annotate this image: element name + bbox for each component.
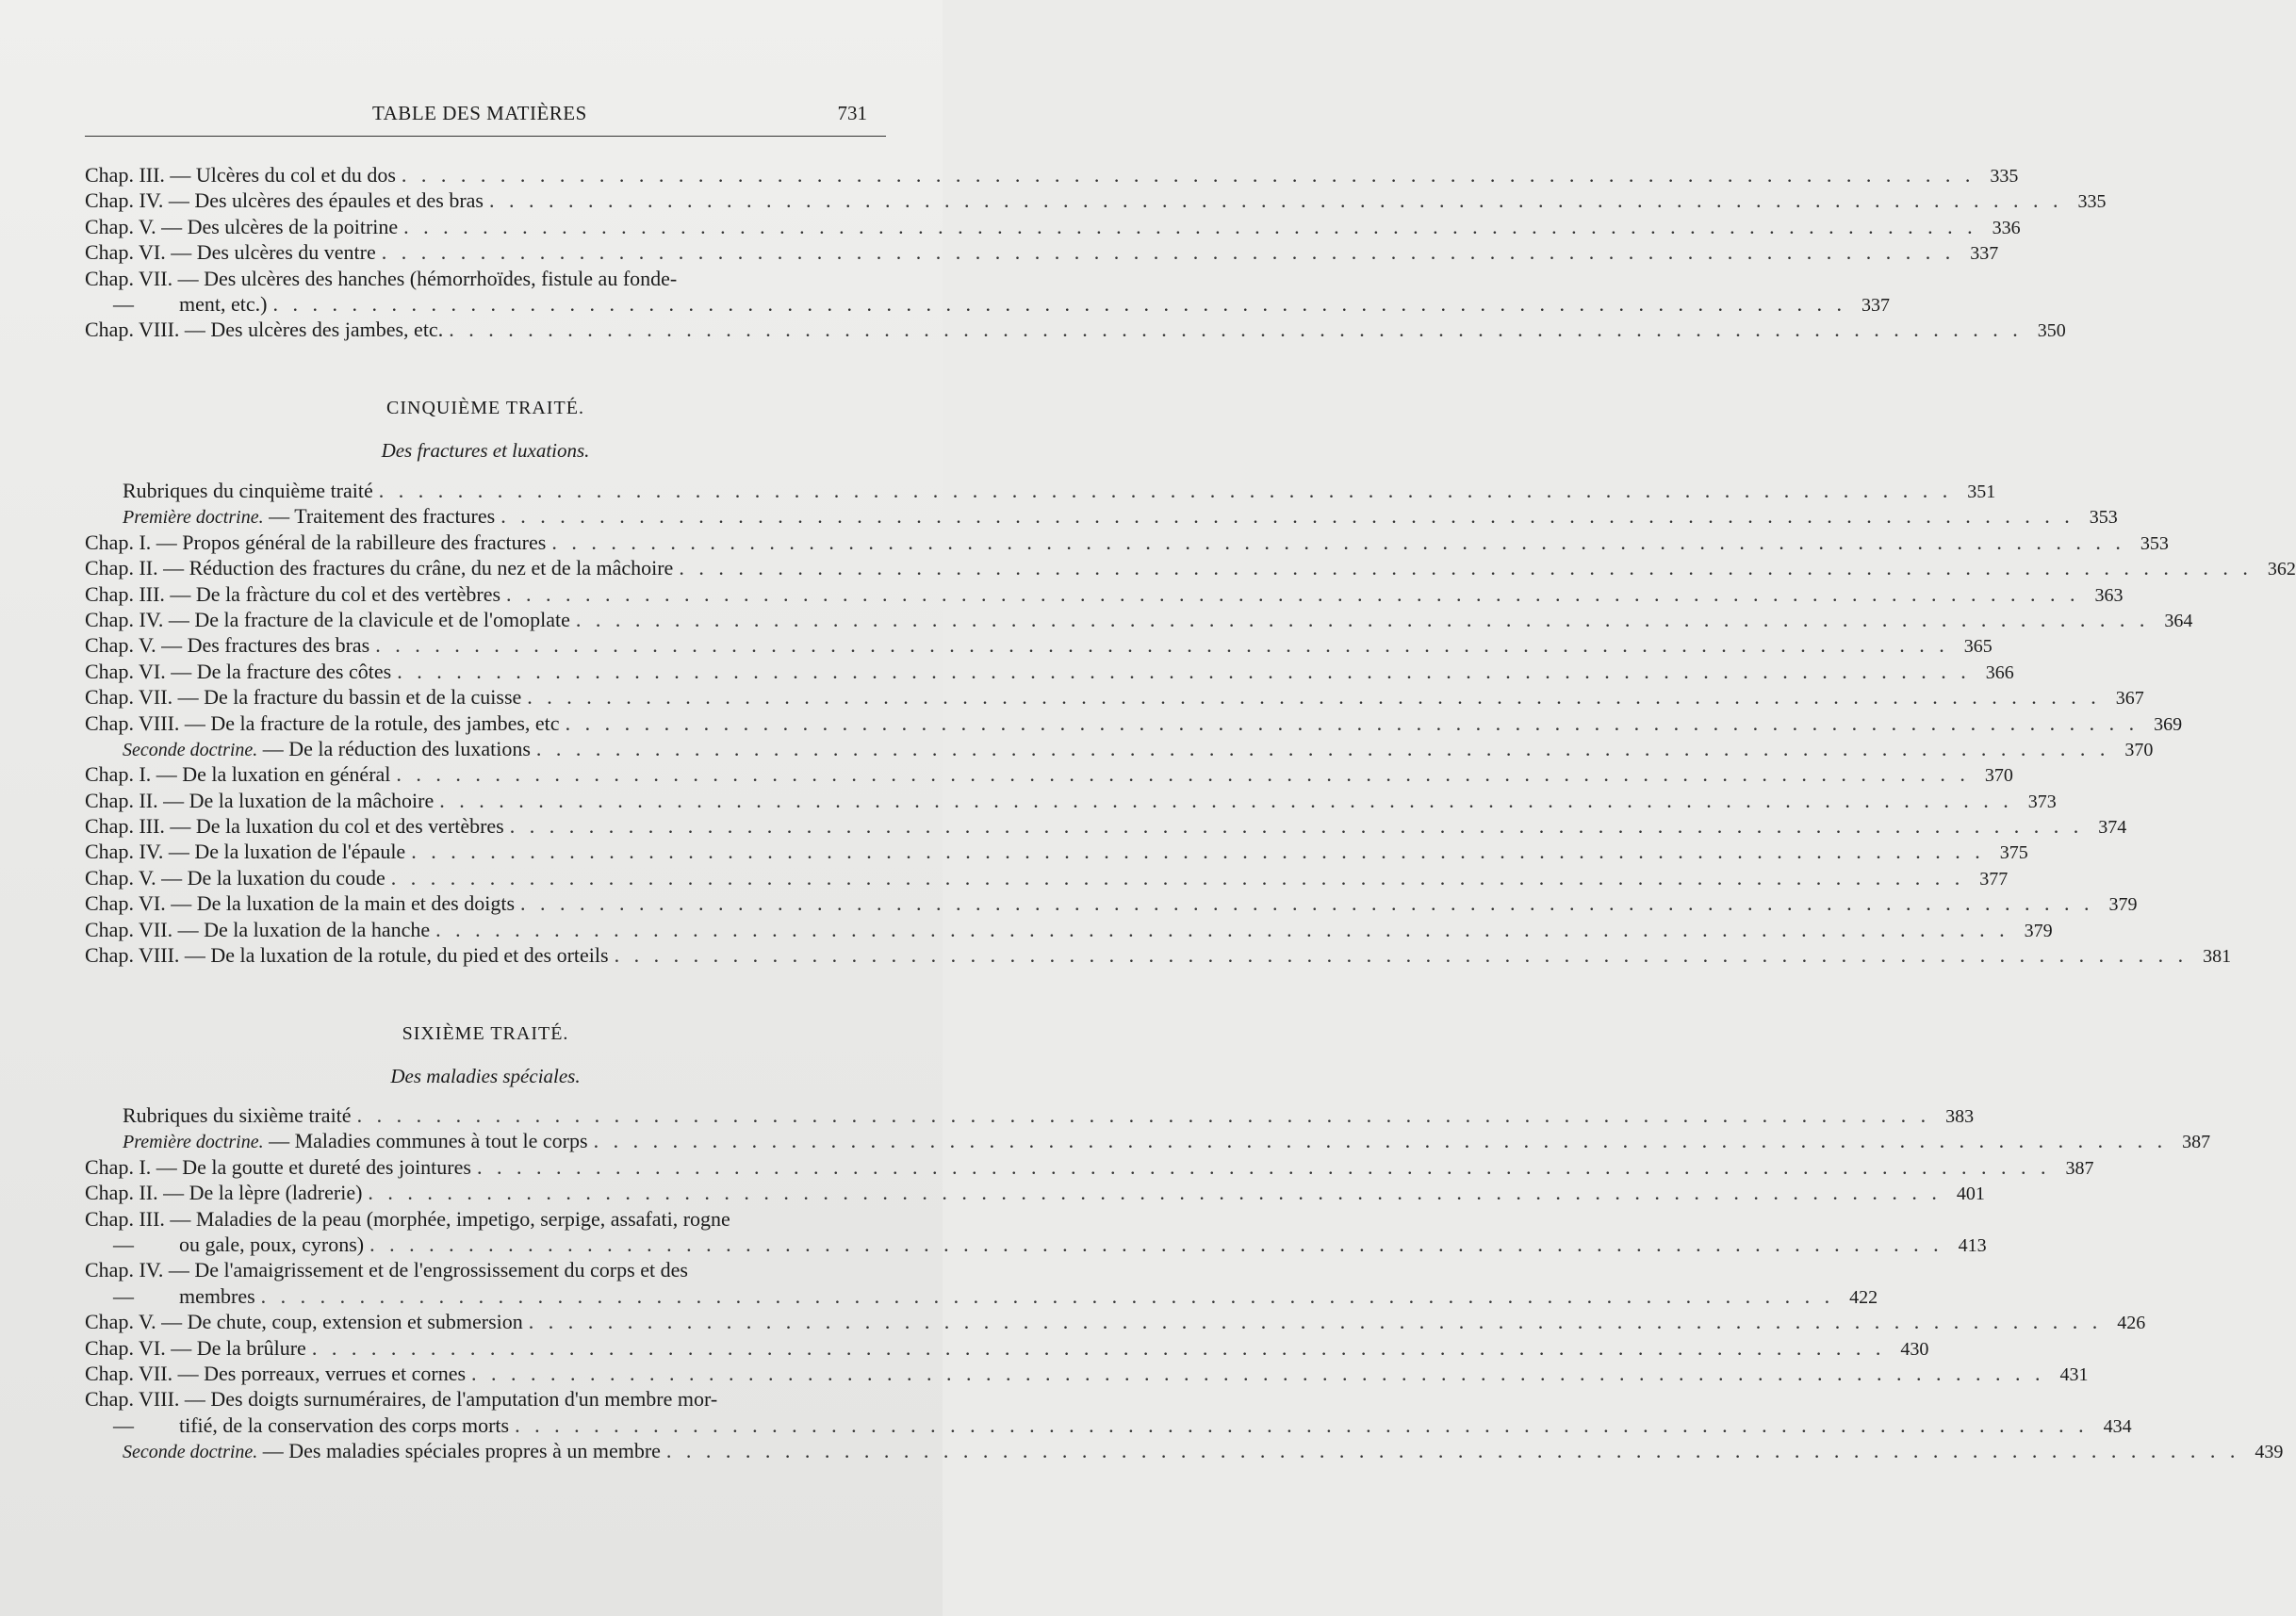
continuation-dash: —: [113, 1283, 134, 1308]
dot-leader: . . . . . . . . . . . . . . . . . . . . . . . . . . . . . . . . . . . . . . . . . . . . . . . . . . . . . . . . . . . . . . . . . . . . . . . . . . . . . . . .: [356, 1103, 1931, 1127]
toc-entry: [85, 555, 2296, 580]
dot-leader: . . . . . . . . . . . . . . . . . . . . . . . . . . . . . . . . . . . . . . . . . . . . . . . . . . . . . . . . . . . . . . . . . . . . . . . . . . . . . . . .: [509, 814, 2084, 839]
toc-entry: [85, 917, 2053, 942]
toc-entry-title: Chap. VII. — De la fracture du bassin et de la cuisse: [85, 685, 522, 710]
toc-page-number: 434: [2103, 1415, 2132, 1437]
toc-page-number: 351: [1967, 482, 1996, 502]
toc-page-number: 353: [2089, 507, 2118, 529]
dot-leader: . . . . . . . . . . . . . . . . . . . . . . . . . . . . . . . . . . . . . . . . . . . . . . . . . . . . . . . . . . . . . . . . . . . . . . . . . . . . . . . .: [506, 581, 2080, 606]
toc-entry: [85, 813, 2127, 839]
toc-entry-title: [123, 1438, 661, 1465]
toc-entry-title: Chap. IV. — Des ulcères des épaules et des bras: [85, 188, 484, 213]
dot-leader: . . . . . . . . . . . . . . . . . . . . . . . . . . . . . . . . . . . . . . . . . . . . . . . . . . . . . . . . . . . . . . . . . . . . . . . . . . . . . . . .: [381, 240, 1956, 265]
dot-leader: . . . . . . . . . . . . . . . . . . . . . . . . . . . . . . . . . . . . . . . . . . . . . . . . . . . . . . . . . . . . . . . . . . . . . . . . . . . . . . . .: [439, 788, 2013, 812]
toc-entry-title: Chap. III. — Ulcères du col et du dos: [85, 163, 396, 187]
toc-page-number: 350: [2037, 320, 2066, 342]
page-number: 731: [837, 102, 867, 124]
toc-entry: [85, 1386, 886, 1412]
continuation-dash: —: [113, 291, 134, 316]
dot-leader: . . . . . . . . . . . . . . . . . . . . . . . . . . . . . . . . . . . . . . . . . . . . . . . . . . . . . . . . . . . . . . . . . . . . . . . . . . . . . . . .: [551, 530, 2125, 554]
toc-entry: [85, 839, 2028, 864]
toc-entry-title: ment, etc.): [179, 291, 268, 316]
toc-entry: [85, 1438, 2284, 1463]
toc-entry-title: Chap. II. — De la luxation de la mâchoire: [85, 788, 435, 812]
continuation-dash: —: [113, 1412, 134, 1437]
toc-entry-title: Chap. IV. — De la fracture de la clavicule et de l'omoplate: [85, 607, 570, 631]
section-subtitle-cinquieme: Des fractures et luxations.: [381, 439, 590, 462]
page-header: [85, 94, 886, 132]
toc-entry: [85, 865, 2009, 890]
toc-entry: [85, 1257, 886, 1282]
dot-leader: . . . . . . . . . . . . . . . . . . . . . . . . . . . . . . . . . . . . . . . . . . . . . . . . . . . . . . . . . . . . . . . . . . . . . . . . . . . . . . . .: [375, 633, 1949, 658]
toc-entry-title: Chap. II. — Réduction des fractures du crâne, du nez et de la mâchoire: [85, 556, 674, 580]
toc-page-number: 383: [1945, 1106, 1975, 1127]
toc-page-number: 387: [2065, 1157, 2094, 1179]
dot-leader: . . . . . . . . . . . . . . . . . . . . . . . . . . . . . . . . . . . . . . . . . . . . . . . . . . . . . . . . . . . . . . . . . . . . . . . . . . . . . . . .: [520, 891, 2094, 916]
toc-entry: [85, 1180, 1985, 1205]
toc-block-ulceres: [85, 162, 2107, 343]
toc-entry: [85, 530, 2169, 555]
toc-entry-title: Chap. V. — De chute, coup, extension et submersion: [85, 1310, 523, 1334]
toc-entry-title: Chap. II. — De la lèpre (ladrerie): [85, 1181, 363, 1205]
dot-leader: . . . . . . . . . . . . . . . . . . . . . . . . . . . . . . . . . . . . . . . . . . . . . . . . . . . . . . . . . . . . . . . . . . . . . . . . . . . . . . . .: [403, 214, 1977, 238]
dot-leader: . . . . . . . . . . . . . . . . . . . . . . . . . . . . . . . . . . . . . . . . . . . . . . . . . . . . . . . . . . . . . . . . . . . . . . . . . . . . . . . .: [401, 163, 1976, 187]
toc-page-number: 335: [2077, 191, 2107, 213]
doctrine-title: — Maladies communes à tout le corps: [263, 1129, 588, 1153]
toc-entry-title: Chap. VIII. — Des ulcères des jambes, etc.: [85, 318, 444, 342]
toc-page-number: 369: [2154, 713, 2183, 735]
toc-entry: [85, 659, 2014, 684]
dot-leader: . . . . . . . . . . . . . . . . . . . . . . . . . . . . . . . . . . . . . . . . . . . . . . . . . . . . . . . . . . . . . . . . . . . . . . . . . . . . . . . .: [665, 1439, 2240, 1463]
toc-page-number: 373: [2027, 791, 2057, 812]
toc-entry: [85, 1412, 2132, 1438]
toc-entry: [85, 632, 1993, 658]
toc-page-number: 366: [1985, 661, 2014, 683]
toc-entry: [85, 1361, 2089, 1386]
dot-leader: . . . . . . . . . . . . . . . . . . . . . . . . . . . . . . . . . . . . . . . . . . . . . . . . . . . . . . . . . . . . . . . . . . . . . . . . . . . . . . . .: [369, 1232, 1943, 1256]
toc-entry: [85, 890, 2138, 916]
dot-leader: . . . . . . . . . . . . . . . . . . . . . . . . . . . . . . . . . . . . . . . . . . . . . . . . . . . . . . . . . . . . . . . . . . . . . . . . . . . . . . . .: [435, 917, 2009, 941]
toc-entry-title: Chap. V. — Des fractures des bras: [85, 633, 370, 658]
doctrine-title: — De la réduction des luxations: [257, 736, 531, 760]
toc-block-maladies: [85, 1102, 2284, 1463]
toc-entry: [85, 214, 2021, 239]
toc-entry-title: Chap. VI. — De la brûlure: [85, 1335, 306, 1360]
section-title-cinquieme: CINQUIÈME TRAITÉ.: [386, 398, 584, 418]
toc-entry-title: Chap. VII. — Des ulcères des hanches (hémorrhoïdes, fistule au fonde-: [85, 266, 678, 290]
toc-entry: [85, 684, 2144, 710]
toc-page-number: 374: [2098, 817, 2127, 839]
toc-page-number: 387: [2182, 1132, 2211, 1153]
doctrine-label: Seconde doctrine.: [123, 1442, 258, 1463]
toc-page-number: 363: [2094, 584, 2124, 606]
toc-page-number: 422: [1849, 1286, 1878, 1308]
toc-page-number: 362: [2267, 559, 2296, 580]
toc-entry-title: Chap. VIII. — Des doigts surnuméraires, de l'amputation d'un membre mor-: [85, 1387, 718, 1412]
toc-entry-title: Chap. IV. — De la luxation de l'épaule: [85, 840, 406, 864]
toc-entry: [85, 1309, 2146, 1334]
dot-leader: . . . . . . . . . . . . . . . . . . . . . . . . . . . . . . . . . . . . . . . . . . . . . . . . . . . . . . . . . . . . . . . . . . . . . . . . . . . . . . . .: [527, 685, 2101, 710]
toc-entry: [85, 1206, 886, 1232]
toc-entry-title: Rubriques du cinquième traité: [123, 479, 373, 502]
toc-entry: [85, 607, 2193, 632]
toc-entry-title: ou gale, poux, cyrons): [179, 1232, 365, 1256]
toc-page-number: 353: [2140, 532, 2169, 554]
toc-page-number: 335: [1990, 166, 2019, 187]
toc-page-number: 379: [2108, 894, 2138, 916]
toc-page-number: 377: [1979, 868, 2009, 890]
toc-entry: [85, 1232, 1987, 1257]
toc-entry: [85, 478, 1996, 503]
toc-entry-title: Chap. VII. — Des porreaux, verrues et cornes: [85, 1361, 467, 1385]
toc-entry-title: Chap. I. — Propos général de la rabilleure des fractures: [85, 530, 547, 554]
toc-page-number: 439: [2255, 1442, 2284, 1463]
dot-leader: . . . . . . . . . . . . . . . . . . . . . . . . . . . . . . . . . . . . . . . . . . . . . . . . . . . . . . . . . . . . . . . . . . . . . . . . . . . . . . . .: [679, 556, 2253, 580]
toc-entry-title: Chap. III. — De la fràcture du col et des vertèbres: [85, 581, 501, 606]
toc-block-fractures: [85, 478, 2296, 968]
doctrine-label: Première doctrine.: [123, 1132, 264, 1153]
toc-page-number: 413: [1958, 1234, 1987, 1256]
dot-leader: . . . . . . . . . . . . . . . . . . . . . . . . . . . . . . . . . . . . . . . . . . . . . . . . . . . . . . . . . . . . . . . . . . . . . . . . . . . . . . . .: [272, 291, 1846, 316]
toc-entry: [85, 1128, 2211, 1153]
toc-entry-title: Chap. VI. — De la luxation de la main et des doigts: [85, 891, 516, 916]
toc-entry: [85, 317, 2066, 342]
toc-entry-title: Chap. VI. — Des ulcères du ventre: [85, 240, 376, 265]
toc-page-number: 431: [2059, 1363, 2089, 1385]
toc-entry-title: Chap. V. — De la luxation du coude: [85, 865, 385, 890]
toc-entry-title: [123, 503, 495, 531]
toc-entry-title: Chap. I. — De la goutte et dureté des jointures: [85, 1154, 471, 1179]
toc-entry: [85, 162, 2019, 188]
toc-entry-title: Rubriques du sixième traité: [123, 1103, 352, 1127]
toc-page-number: 365: [1963, 636, 1993, 658]
dot-leader: . . . . . . . . . . . . . . . . . . . . . . . . . . . . . . . . . . . . . . . . . . . . . . . . . . . . . . . . . . . . . . . . . . . . . . . . . . . . . . . .: [311, 1335, 1886, 1360]
dot-leader: . . . . . . . . . . . . . . . . . . . . . . . . . . . . . . . . . . . . . . . . . . . . . . . . . . . . . . . . . . . . . . . . . . . . . . . . . . . . . . . .: [368, 1181, 1942, 1205]
toc-page-number: 426: [2117, 1313, 2146, 1334]
toc-entry: [85, 1283, 1878, 1309]
toc-entry-title: [123, 736, 531, 763]
toc-entry: [85, 291, 1890, 317]
dot-leader: . . . . . . . . . . . . . . . . . . . . . . . . . . . . . . . . . . . . . . . . . . . . . . . . . . . . . . . . . . . . . . . . . . . . . . . . . . . . . . . .: [411, 840, 1985, 864]
dot-leader: . . . . . . . . . . . . . . . . . . . . . . . . . . . . . . . . . . . . . . . . . . . . . . . . . . . . . . . . . . . . . . . . . . . . . . . . . . . . . . . .: [515, 1412, 2089, 1437]
toc-entry-title: [123, 1128, 588, 1155]
toc-page-number: 337: [1970, 243, 1999, 265]
header-rule: [85, 136, 886, 137]
toc-entry: [85, 1335, 1929, 1361]
dot-leader: . . . . . . . . . . . . . . . . . . . . . . . . . . . . . . . . . . . . . . . . . . . . . . . . . . . . . . . . . . . . . . . . . . . . . . . . . . . . . . . .: [575, 607, 2150, 631]
toc-entry-title: Chap. VIII. — De la fracture de la rotule, des jambes, etc: [85, 710, 560, 735]
toc-entry-title: Chap. VI. — De la fracture des côtes: [85, 659, 392, 683]
toc-page-number: 336: [1992, 217, 2021, 238]
toc-entry: [85, 1154, 2094, 1180]
doctrine-label: Seconde doctrine.: [123, 739, 258, 760]
dot-leader: . . . . . . . . . . . . . . . . . . . . . . . . . . . . . . . . . . . . . . . . . . . . . . . . . . . . . . . . . . . . . . . . . . . . . . . . . . . . . . . .: [449, 318, 2023, 342]
toc-entry: [85, 736, 2154, 761]
toc-entry-title: Chap. V. — Des ulcères de la poitrine: [85, 214, 399, 238]
dot-leader: . . . . . . . . . . . . . . . . . . . . . . . . . . . . . . . . . . . . . . . . . . . . . . . . . . . . . . . . . . . . . . . . . . . . . . . . . . . . . . . .: [614, 943, 2189, 968]
doctrine-title: — Des maladies spéciales propres à un membre: [257, 1439, 661, 1463]
toc-page-number: 375: [1999, 842, 2028, 864]
toc-entry: [85, 788, 2057, 813]
doctrine-label: Première doctrine.: [123, 507, 264, 529]
toc-page-number: 364: [2164, 610, 2193, 631]
toc-page-number: 370: [2124, 739, 2154, 760]
toc-page-number: 337: [1861, 294, 1890, 316]
running-title: TABLE DES MATIÈRES: [372, 102, 587, 124]
toc-entry-title: Chap. I. — De la luxation en général: [85, 762, 391, 787]
toc-entry: [85, 188, 2107, 213]
toc-page-number: 381: [2203, 946, 2232, 968]
continuation-dash: —: [113, 1232, 134, 1256]
toc-entry: [85, 266, 886, 291]
toc-page-number: 379: [2024, 920, 2053, 941]
toc-entry-title: tifié, de la conservation des corps morts: [179, 1412, 510, 1437]
dot-leader: . . . . . . . . . . . . . . . . . . . . . . . . . . . . . . . . . . . . . . . . . . . . . . . . . . . . . . . . . . . . . . . . . . . . . . . . . . . . . . . .: [471, 1361, 2045, 1385]
toc-entry: [85, 942, 2232, 968]
toc-entry: [85, 503, 2118, 529]
toc-entry-title: Chap. III. — Maladies de la peau (morphée, impetigo, serpige, assafati, rogne: [85, 1206, 730, 1231]
dot-leader: . . . . . . . . . . . . . . . . . . . . . . . . . . . . . . . . . . . . . . . . . . . . . . . . . . . . . . . . . . . . . . . . . . . . . . . . . . . . . . . .: [260, 1283, 1835, 1308]
dot-leader: . . . . . . . . . . . . . . . . . . . . . . . . . . . . . . . . . . . . . . . . . . . . . . . . . . . . . . . . . . . . . . . . . . . . . . . . . . . . . . . .: [476, 1154, 2051, 1179]
toc-entry-title: Chap. VIII. — De la luxation de la rotule, du pied et des orteils: [85, 943, 609, 968]
toc-entry: [85, 710, 2183, 736]
toc-entry-title: Chap. VII. — De la luxation de la hanche: [85, 917, 431, 941]
toc-entry-title: Chap. IV. — De l'amaigrissement et de l'engrossissement du corps et des: [85, 1258, 688, 1282]
dot-leader: . . . . . . . . . . . . . . . . . . . . . . . . . . . . . . . . . . . . . . . . . . . . . . . . . . . . . . . . . . . . . . . . . . . . . . . . . . . . . . . .: [500, 504, 2075, 529]
dot-leader: . . . . . . . . . . . . . . . . . . . . . . . . . . . . . . . . . . . . . . . . . . . . . . . . . . . . . . . . . . . . . . . . . . . . . . . . . . . . . . . .: [396, 762, 1970, 787]
dot-leader: . . . . . . . . . . . . . . . . . . . . . . . . . . . . . . . . . . . . . . . . . . . . . . . . . . . . . . . . . . . . . . . . . . . . . . . . . . . . . . . .: [378, 479, 1953, 502]
toc-entry: [85, 581, 2124, 607]
section-subtitle-sixieme: Des maladies spéciales.: [390, 1065, 581, 1087]
dot-leader: . . . . . . . . . . . . . . . . . . . . . . . . . . . . . . . . . . . . . . . . . . . . . . . . . . . . . . . . . . . . . . . . . . . . . . . . . . . . . . . .: [488, 188, 2063, 213]
dot-leader: . . . . . . . . . . . . . . . . . . . . . . . . . . . . . . . . . . . . . . . . . . . . . . . . . . . . . . . . . . . . . . . . . . . . . . . . . . . . . . . .: [535, 736, 2110, 760]
toc-entry: [85, 761, 2013, 787]
toc-entry-title: membres: [179, 1283, 255, 1308]
dot-leader: . . . . . . . . . . . . . . . . . . . . . . . . . . . . . . . . . . . . . . . . . . . . . . . . . . . . . . . . . . . . . . . . . . . . . . . . . . . . . . . .: [593, 1129, 2168, 1153]
dot-leader: . . . . . . . . . . . . . . . . . . . . . . . . . . . . . . . . . . . . . . . . . . . . . . . . . . . . . . . . . . . . . . . . . . . . . . . . . . . . . . . .: [528, 1310, 2103, 1334]
toc-entry: [85, 1102, 1975, 1128]
toc-page-number: 430: [1900, 1338, 1929, 1360]
toc-page-number: 370: [1984, 765, 2013, 787]
dot-leader: . . . . . . . . . . . . . . . . . . . . . . . . . . . . . . . . . . . . . . . . . . . . . . . . . . . . . . . . . . . . . . . . . . . . . . . . . . . . . . . .: [565, 710, 2140, 735]
section-title-sixieme: SIXIÈME TRAITÉ.: [402, 1023, 569, 1044]
toc-page-number: 401: [1956, 1183, 1985, 1205]
toc-entry: [85, 239, 1999, 265]
dot-leader: . . . . . . . . . . . . . . . . . . . . . . . . . . . . . . . . . . . . . . . . . . . . . . . . . . . . . . . . . . . . . . . . . . . . . . . . . . . . . . . .: [397, 659, 1971, 683]
toc-page-number: 367: [2115, 688, 2144, 710]
dot-leader: . . . . . . . . . . . . . . . . . . . . . . . . . . . . . . . . . . . . . . . . . . . . . . . . . . . . . . . . . . . . . . . . . . . . . . . . . . . . . . . .: [390, 865, 1965, 890]
toc-entry-title: Chap. III. — De la luxation du col et des vertèbres: [85, 814, 504, 839]
doctrine-title: — Traitement des fractures: [263, 504, 496, 529]
